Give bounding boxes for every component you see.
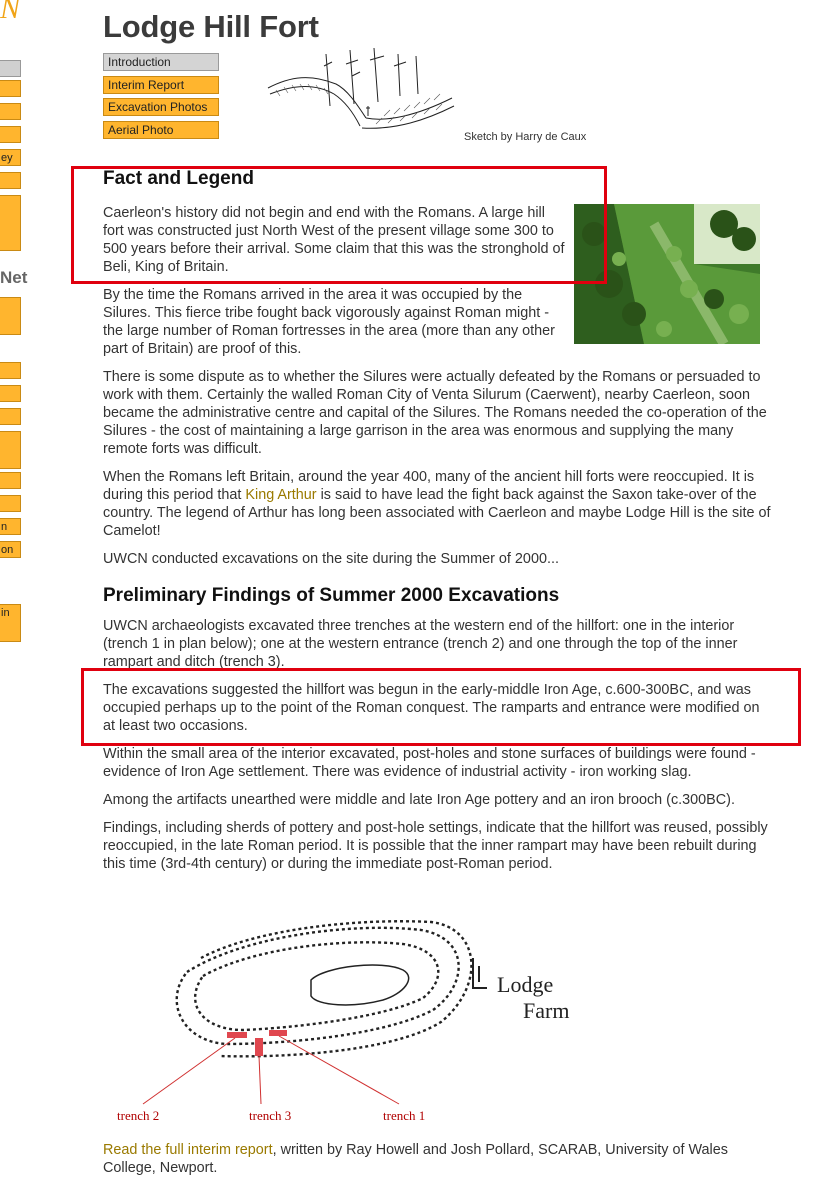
page-title: Lodge Hill Fort (103, 9, 319, 44)
trench-1-marker (269, 1030, 287, 1036)
side-nav-item[interactable] (0, 408, 21, 425)
site-plan (103, 918, 583, 1130)
side-nav-item[interactable] (0, 472, 21, 489)
trench-label: trench 1 (383, 1108, 426, 1123)
paragraph: Within the small area of the interior excavated, post-holes and stone surfaces of buildings were found - evidence of Iron Age settlement. There was evidence of industrial activity - iron working slag. (103, 746, 756, 780)
trench-label: trench 2 (117, 1108, 160, 1123)
king-arthur-link[interactable]: King Arthur (245, 487, 317, 503)
paragraph: UWCN conducted excavations on the site during the Summer of 2000... (103, 551, 559, 567)
side-nav-item[interactable] (0, 60, 21, 77)
paragraph: There is some dispute as to whether the Silures were actually defeated by the Romans or persuaded to work with them. Certainly the walled Roman City of Venta Silurum (Caerwent), nearby Caerleon, soon became the administrative centre and capital of the Silures. The Romans needed the co-operation of the Silures - the cost of maintaining a large garrison in the area was enormous and supplying the many remote forts was difficult. (103, 369, 767, 457)
side-nav-item[interactable] (0, 362, 21, 379)
side-nav-item[interactable] (0, 126, 21, 143)
paragraph: By the time the Romans arrived in the area it was occupied by the Silures. This fierce tribe fought back vigorously against Roman might - the large number of Roman fortresses in the area (more than any other part of Britain) are proof of this. (103, 287, 555, 357)
side-nav-item[interactable] (0, 103, 21, 120)
side-nav-item[interactable] (0, 195, 21, 251)
highlight-box-findings (81, 668, 801, 746)
side-nav-heading: Net (0, 268, 28, 287)
nav-excavation-photos[interactable]: Excavation Photos (103, 98, 219, 116)
paragraph: Findings, including sherds of pottery and post-hole settings, indicate that the hillfort was reused, possibly reoccupied, in the late Roman period. It is possible that the inner rampart may have been rebuilt during this time (3rd-4th century) or during the immediate post-Roman period. (103, 820, 768, 872)
paragraph: The excavations suggested the hillfort was begun in the early-middle Iron Age, c.600-300BC, and was occupied perhaps up to the point of the Roman conquest. The ramparts and entrance were modified on at least two occasions. (103, 682, 760, 734)
trench-2-marker (227, 1032, 247, 1038)
paragraph: UWCN archaeologists excavated three trenches at the western end of the hillfort: one in the interior (trench 1 in plan below); one at the western entrance (trench 2) and one through the top of the inner rampart and ditch (trench 3). (103, 618, 738, 670)
side-nav-item[interactable]: in (0, 604, 21, 642)
side-nav-item[interactable]: n (0, 518, 21, 535)
hill-fort-sketch (266, 46, 456, 132)
nav-aerial-photo[interactable]: Aerial Photo (103, 121, 219, 139)
plan-farm-label: Farm (523, 998, 570, 1023)
paragraph (103, 468, 773, 540)
trench-3-marker (255, 1038, 263, 1056)
section-heading-fact-and-legend: Fact and Legend (103, 168, 254, 189)
side-nav (0, 0, 28, 1200)
side-nav-item[interactable] (0, 297, 21, 335)
side-nav-item[interactable]: on (0, 541, 21, 558)
side-nav-item[interactable] (0, 495, 21, 512)
paragraph: Caerleon's history did not begin and end with the Romans. A large hill fort was constructed just North West of the present village some 300 to 500 years before their arrival. Some claim that this was the stronghold of Beli, King of Britain. (103, 205, 565, 275)
footer-paragraph (103, 1141, 763, 1177)
footer-text: , written by Ray Howell and Josh Pollard, SCARAB, University of Wales College, Newport. (103, 1142, 728, 1176)
site-logo: N (0, 0, 20, 25)
side-nav-item[interactable] (0, 431, 21, 469)
nav-introduction[interactable]: Introduction (103, 53, 219, 71)
paragraph: Among the artifacts unearthed were middle and late Iron Age pottery and an iron brooch (c.300BC). (103, 792, 735, 808)
side-nav-item[interactable] (0, 172, 21, 189)
section-heading-preliminary-findings: Preliminary Findings of Summer 2000 Excavations (103, 585, 560, 606)
paragraph-text: is said to have lead the fight back against the Saxon take-over of the country. The legend of Arthur has long been associated with Caerleon and maybe Lodge Hill is the site of Camelot! (103, 487, 771, 539)
sketch-caption: Sketch by Harry de Caux (464, 131, 587, 143)
highlight-box-fact-and-legend (71, 166, 607, 284)
interim-report-link[interactable]: Read the full interim report (103, 1142, 273, 1158)
side-nav-item[interactable] (0, 385, 21, 402)
paragraph-text: When the Romans left Britain, around the year 400, many of the ancient hill forts were reoccupied. It is during this period that (103, 469, 755, 503)
side-nav-item[interactable] (0, 80, 21, 97)
top-nav (103, 53, 219, 143)
nav-interim-report[interactable]: Interim Report (103, 76, 219, 94)
trench-label: trench 3 (249, 1108, 292, 1123)
side-nav-item[interactable]: ey (0, 149, 21, 166)
plan-farm-label: Lodge (497, 972, 554, 997)
